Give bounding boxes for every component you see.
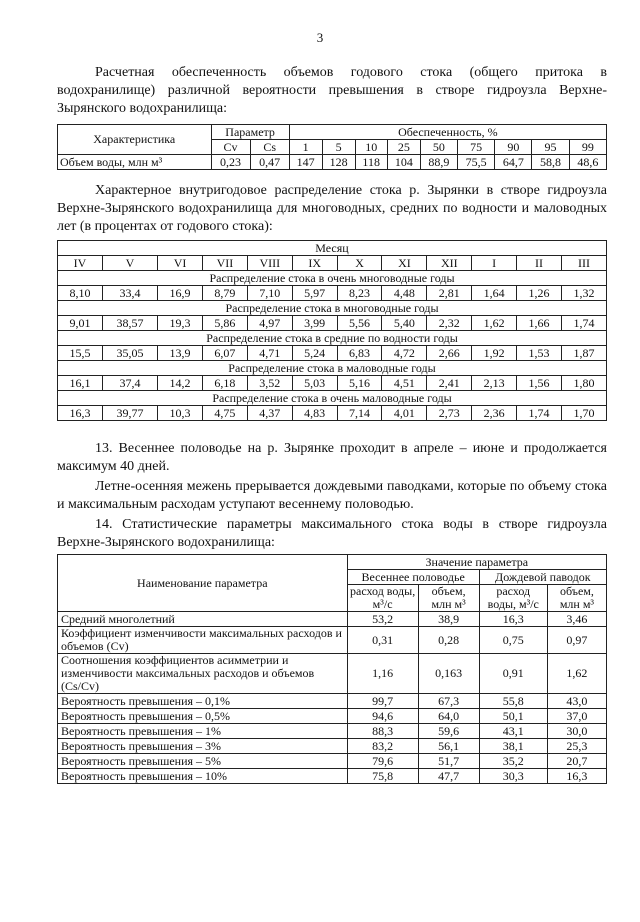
table-cell: 0,91 bbox=[479, 654, 547, 694]
header-probability: Обеспеченность, % bbox=[289, 125, 606, 140]
table-cell: 67,3 bbox=[418, 694, 479, 709]
month-header: XI bbox=[382, 256, 427, 271]
table-cell: 47,7 bbox=[418, 769, 479, 784]
table-row bbox=[58, 754, 607, 769]
table-cell: 1,32 bbox=[561, 286, 606, 301]
table-cell: 37,0 bbox=[547, 709, 606, 724]
table-cell: 3,46 bbox=[547, 612, 606, 627]
months-row bbox=[58, 256, 607, 271]
month-header: II bbox=[517, 256, 562, 271]
group-title-row bbox=[58, 271, 607, 286]
table-cell: 1,80 bbox=[561, 376, 606, 391]
month-header: IV bbox=[58, 256, 103, 271]
table-cell: 0,75 bbox=[479, 627, 547, 654]
table-cell: 5,40 bbox=[382, 316, 427, 331]
prob-header: 95 bbox=[532, 140, 569, 155]
prob-header: 50 bbox=[420, 140, 457, 155]
table-cell: 6,83 bbox=[337, 346, 382, 361]
header-cv: Cv bbox=[211, 140, 250, 155]
table-cell: 1,53 bbox=[517, 346, 562, 361]
table-cell: 56,1 bbox=[418, 739, 479, 754]
header-rain-flood: Дождевой паводок bbox=[479, 570, 606, 585]
table-row bbox=[58, 769, 607, 784]
header-cs: Cs bbox=[250, 140, 289, 155]
table-cell: 147 bbox=[289, 155, 322, 170]
param-name: Коэффициент изменчивости максимальных расходов и объемов (Cv) bbox=[58, 627, 348, 654]
table-cell: 1,26 bbox=[517, 286, 562, 301]
table-cell: 16,1 bbox=[58, 376, 103, 391]
table-row bbox=[58, 155, 607, 170]
param-name: Вероятность превышения – 0,5% bbox=[58, 709, 348, 724]
month-header: IX bbox=[292, 256, 337, 271]
table-cell: 2,66 bbox=[427, 346, 472, 361]
table-cell: 6,18 bbox=[202, 376, 247, 391]
table-cell: 13,9 bbox=[158, 346, 203, 361]
table-cell: 7,10 bbox=[247, 286, 292, 301]
header-characteristic: Характеристика bbox=[58, 125, 212, 155]
table-cell: 3,52 bbox=[247, 376, 292, 391]
page-number: 3 bbox=[316, 30, 324, 45]
table-cell: 53,2 bbox=[347, 612, 418, 627]
table-cell: 9,01 bbox=[58, 316, 103, 331]
table-row bbox=[58, 286, 607, 301]
prob-header: 99 bbox=[569, 140, 606, 155]
header-volume: объем, млн м³ bbox=[418, 585, 479, 612]
table-cell: 48,6 bbox=[569, 155, 606, 170]
param-name: Вероятность превышения – 3% bbox=[58, 739, 348, 754]
header-param-name: Наименование параметра bbox=[58, 555, 348, 612]
table-cell: 2,81 bbox=[427, 286, 472, 301]
table-cell: 99,7 bbox=[347, 694, 418, 709]
table-cell: 1,92 bbox=[472, 346, 517, 361]
table-row bbox=[58, 739, 607, 754]
month-header: X bbox=[337, 256, 382, 271]
table-row bbox=[58, 709, 607, 724]
cv-value: 0,23 bbox=[211, 155, 250, 170]
month-header: XII bbox=[427, 256, 472, 271]
prob-header: 75 bbox=[458, 140, 495, 155]
table-cell: 16,3 bbox=[58, 406, 103, 421]
header-param-value: Значение параметра bbox=[347, 555, 606, 570]
table-cell: 1,74 bbox=[517, 406, 562, 421]
table-cell: 15,5 bbox=[58, 346, 103, 361]
group-title: Распределение стока в маловодные годы bbox=[58, 361, 607, 376]
table-cell: 4,97 bbox=[247, 316, 292, 331]
header-flow: расход воды, м³/с bbox=[479, 585, 547, 612]
annual-runoff-table bbox=[57, 124, 607, 170]
table-cell: 25,3 bbox=[547, 739, 606, 754]
table-cell: 35,05 bbox=[102, 346, 157, 361]
table-cell: 0,28 bbox=[418, 627, 479, 654]
table-cell: 33,4 bbox=[102, 286, 157, 301]
group-title: Распределение стока в очень маловодные годы bbox=[58, 391, 607, 406]
table-cell: 4,37 bbox=[247, 406, 292, 421]
table-cell: 30,3 bbox=[479, 769, 547, 784]
header-flow: расход воды, м³/с bbox=[347, 585, 418, 612]
table-cell: 50,1 bbox=[479, 709, 547, 724]
row-label: Объем воды, млн м³ bbox=[58, 155, 212, 170]
table-cell: 43,0 bbox=[547, 694, 606, 709]
table-cell: 38,9 bbox=[418, 612, 479, 627]
table-cell: 55,8 bbox=[479, 694, 547, 709]
group-title-row bbox=[58, 331, 607, 346]
table-row bbox=[58, 406, 607, 421]
month-header: V bbox=[102, 256, 157, 271]
table-row bbox=[58, 724, 607, 739]
table-cell: 88,9 bbox=[420, 155, 457, 170]
header-spring-flood: Весеннее половодье bbox=[347, 570, 479, 585]
table-cell: 118 bbox=[355, 155, 387, 170]
table-cell: 0,31 bbox=[347, 627, 418, 654]
prob-header: 10 bbox=[355, 140, 387, 155]
table-cell: 5,97 bbox=[292, 286, 337, 301]
table-row bbox=[58, 627, 607, 654]
month-header: VI bbox=[158, 256, 203, 271]
table-cell: 1,56 bbox=[517, 376, 562, 391]
table-cell: 64,7 bbox=[495, 155, 532, 170]
header-parameter: Параметр bbox=[211, 125, 289, 140]
table-cell: 7,14 bbox=[337, 406, 382, 421]
table-cell: 4,83 bbox=[292, 406, 337, 421]
table-cell: 30,0 bbox=[547, 724, 606, 739]
table-cell: 1,70 bbox=[561, 406, 606, 421]
prob-header: 5 bbox=[322, 140, 355, 155]
table-cell: 20,7 bbox=[547, 754, 606, 769]
table-cell: 8,79 bbox=[202, 286, 247, 301]
table-cell: 4,51 bbox=[382, 376, 427, 391]
month-header: VIII bbox=[247, 256, 292, 271]
table-cell: 94,6 bbox=[347, 709, 418, 724]
table-cell: 5,24 bbox=[292, 346, 337, 361]
table-cell: 38,1 bbox=[479, 739, 547, 754]
group-title-row bbox=[58, 301, 607, 316]
table-cell: 2,36 bbox=[472, 406, 517, 421]
table-cell: 16,3 bbox=[479, 612, 547, 627]
table-cell: 1,74 bbox=[561, 316, 606, 331]
table-cell: 5,86 bbox=[202, 316, 247, 331]
table-row bbox=[58, 316, 607, 331]
table-row bbox=[58, 654, 607, 694]
table-cell: 14,2 bbox=[158, 376, 203, 391]
table-cell: 1,66 bbox=[517, 316, 562, 331]
table-cell: 8,10 bbox=[58, 286, 103, 301]
table-cell: 88,3 bbox=[347, 724, 418, 739]
param-name: Соотношения коэффициентов асимметрии и изменчивости максимальных расходов и объемов (Cs/Cv) bbox=[58, 654, 348, 694]
month-header: I bbox=[472, 256, 517, 271]
table-cell: 1,64 bbox=[472, 286, 517, 301]
low-water-paragraph: Летне-осенняя межень прерывается дождевыми паводками, которые по объему стока и максимальным расходам уступают весеннему половодью. bbox=[57, 479, 607, 512]
table-cell: 19,3 bbox=[158, 316, 203, 331]
table-cell: 16,9 bbox=[158, 286, 203, 301]
table-row bbox=[58, 694, 607, 709]
table-cell: 38,57 bbox=[102, 316, 157, 331]
group-title-row bbox=[58, 391, 607, 406]
table-row bbox=[58, 376, 607, 391]
group-title: Распределение стока в средние по водности годы bbox=[58, 331, 607, 346]
table-cell: 4,75 bbox=[202, 406, 247, 421]
table-cell: 79,6 bbox=[347, 754, 418, 769]
max-runoff-table bbox=[57, 554, 607, 784]
param-name: Вероятность превышения – 0,1% bbox=[58, 694, 348, 709]
table-cell: 35,2 bbox=[479, 754, 547, 769]
param-name: Средний многолетний bbox=[58, 612, 348, 627]
table-cell: 16,3 bbox=[547, 769, 606, 784]
param-name: Вероятность превышения – 1% bbox=[58, 724, 348, 739]
prob-header: 1 bbox=[289, 140, 322, 155]
group-title: Распределение стока в многоводные годы bbox=[58, 301, 607, 316]
table-cell: 37,4 bbox=[102, 376, 157, 391]
header-month: Месяц bbox=[58, 241, 607, 256]
month-header: III bbox=[561, 256, 606, 271]
table-cell: 6,07 bbox=[202, 346, 247, 361]
table-row bbox=[58, 612, 607, 627]
table-cell: 5,03 bbox=[292, 376, 337, 391]
table-cell: 5,16 bbox=[337, 376, 382, 391]
table-cell: 75,5 bbox=[458, 155, 495, 170]
table-cell: 4,72 bbox=[382, 346, 427, 361]
table-cell: 104 bbox=[387, 155, 420, 170]
table-cell: 4,48 bbox=[382, 286, 427, 301]
table-cell: 3,99 bbox=[292, 316, 337, 331]
table-cell: 1,62 bbox=[547, 654, 606, 694]
table-cell: 39,77 bbox=[102, 406, 157, 421]
table-cell: 4,71 bbox=[247, 346, 292, 361]
table-cell: 4,01 bbox=[382, 406, 427, 421]
distribution-paragraph: Характерное внутригодовое распределение стока р. Зырянки в створе гидроузла Верхне-Зырянского водохранилища для многоводных, средних по водности и маловодных лет (в процентах от годового стока): bbox=[57, 183, 607, 234]
intro-paragraph: Расчетная обеспеченность объемов годового стока (общего притока в водохранилище) различной вероятности превышения в створе гидроузла Верхне-Зырянского водохранилища: bbox=[57, 65, 607, 116]
prob-header: 25 bbox=[387, 140, 420, 155]
stat-params-paragraph: 14. Статистические параметры максимального стока воды в створе гидроузла Верхне-Зырянского водохранилища: bbox=[57, 517, 607, 550]
table-cell: 0,97 bbox=[547, 627, 606, 654]
group-title: Распределение стока в очень многоводные годы bbox=[58, 271, 607, 286]
group-title-row bbox=[58, 361, 607, 376]
month-header: VII bbox=[202, 256, 247, 271]
table-cell: 0,163 bbox=[418, 654, 479, 694]
table-row bbox=[58, 346, 607, 361]
param-name: Вероятность превышения – 5% bbox=[58, 754, 348, 769]
table-cell: 64,0 bbox=[418, 709, 479, 724]
table-cell: 5,56 bbox=[337, 316, 382, 331]
table-cell: 2,32 bbox=[427, 316, 472, 331]
table-cell: 128 bbox=[322, 155, 355, 170]
param-name: Вероятность превышения – 10% bbox=[58, 769, 348, 784]
table-cell: 59,6 bbox=[418, 724, 479, 739]
table-cell: 2,13 bbox=[472, 376, 517, 391]
table-cell: 83,2 bbox=[347, 739, 418, 754]
table-cell: 8,23 bbox=[337, 286, 382, 301]
prob-header: 90 bbox=[495, 140, 532, 155]
monthly-distribution-table bbox=[57, 240, 607, 421]
table-cell: 2,41 bbox=[427, 376, 472, 391]
table-cell: 58,8 bbox=[532, 155, 569, 170]
table-cell: 1,16 bbox=[347, 654, 418, 694]
table-cell: 10,3 bbox=[158, 406, 203, 421]
table-cell: 1,87 bbox=[561, 346, 606, 361]
table-cell: 1,62 bbox=[472, 316, 517, 331]
table-cell: 51,7 bbox=[418, 754, 479, 769]
cs-value: 0,47 bbox=[250, 155, 289, 170]
table-cell: 2,73 bbox=[427, 406, 472, 421]
flood-paragraph: 13. Весеннее половодье на р. Зырянке проходит в апреле – июне и продолжается максимум 40 дней. bbox=[57, 441, 607, 474]
table-cell: 43,1 bbox=[479, 724, 547, 739]
header-volume: объем, млн м³ bbox=[547, 585, 606, 612]
table-cell: 75,8 bbox=[347, 769, 418, 784]
